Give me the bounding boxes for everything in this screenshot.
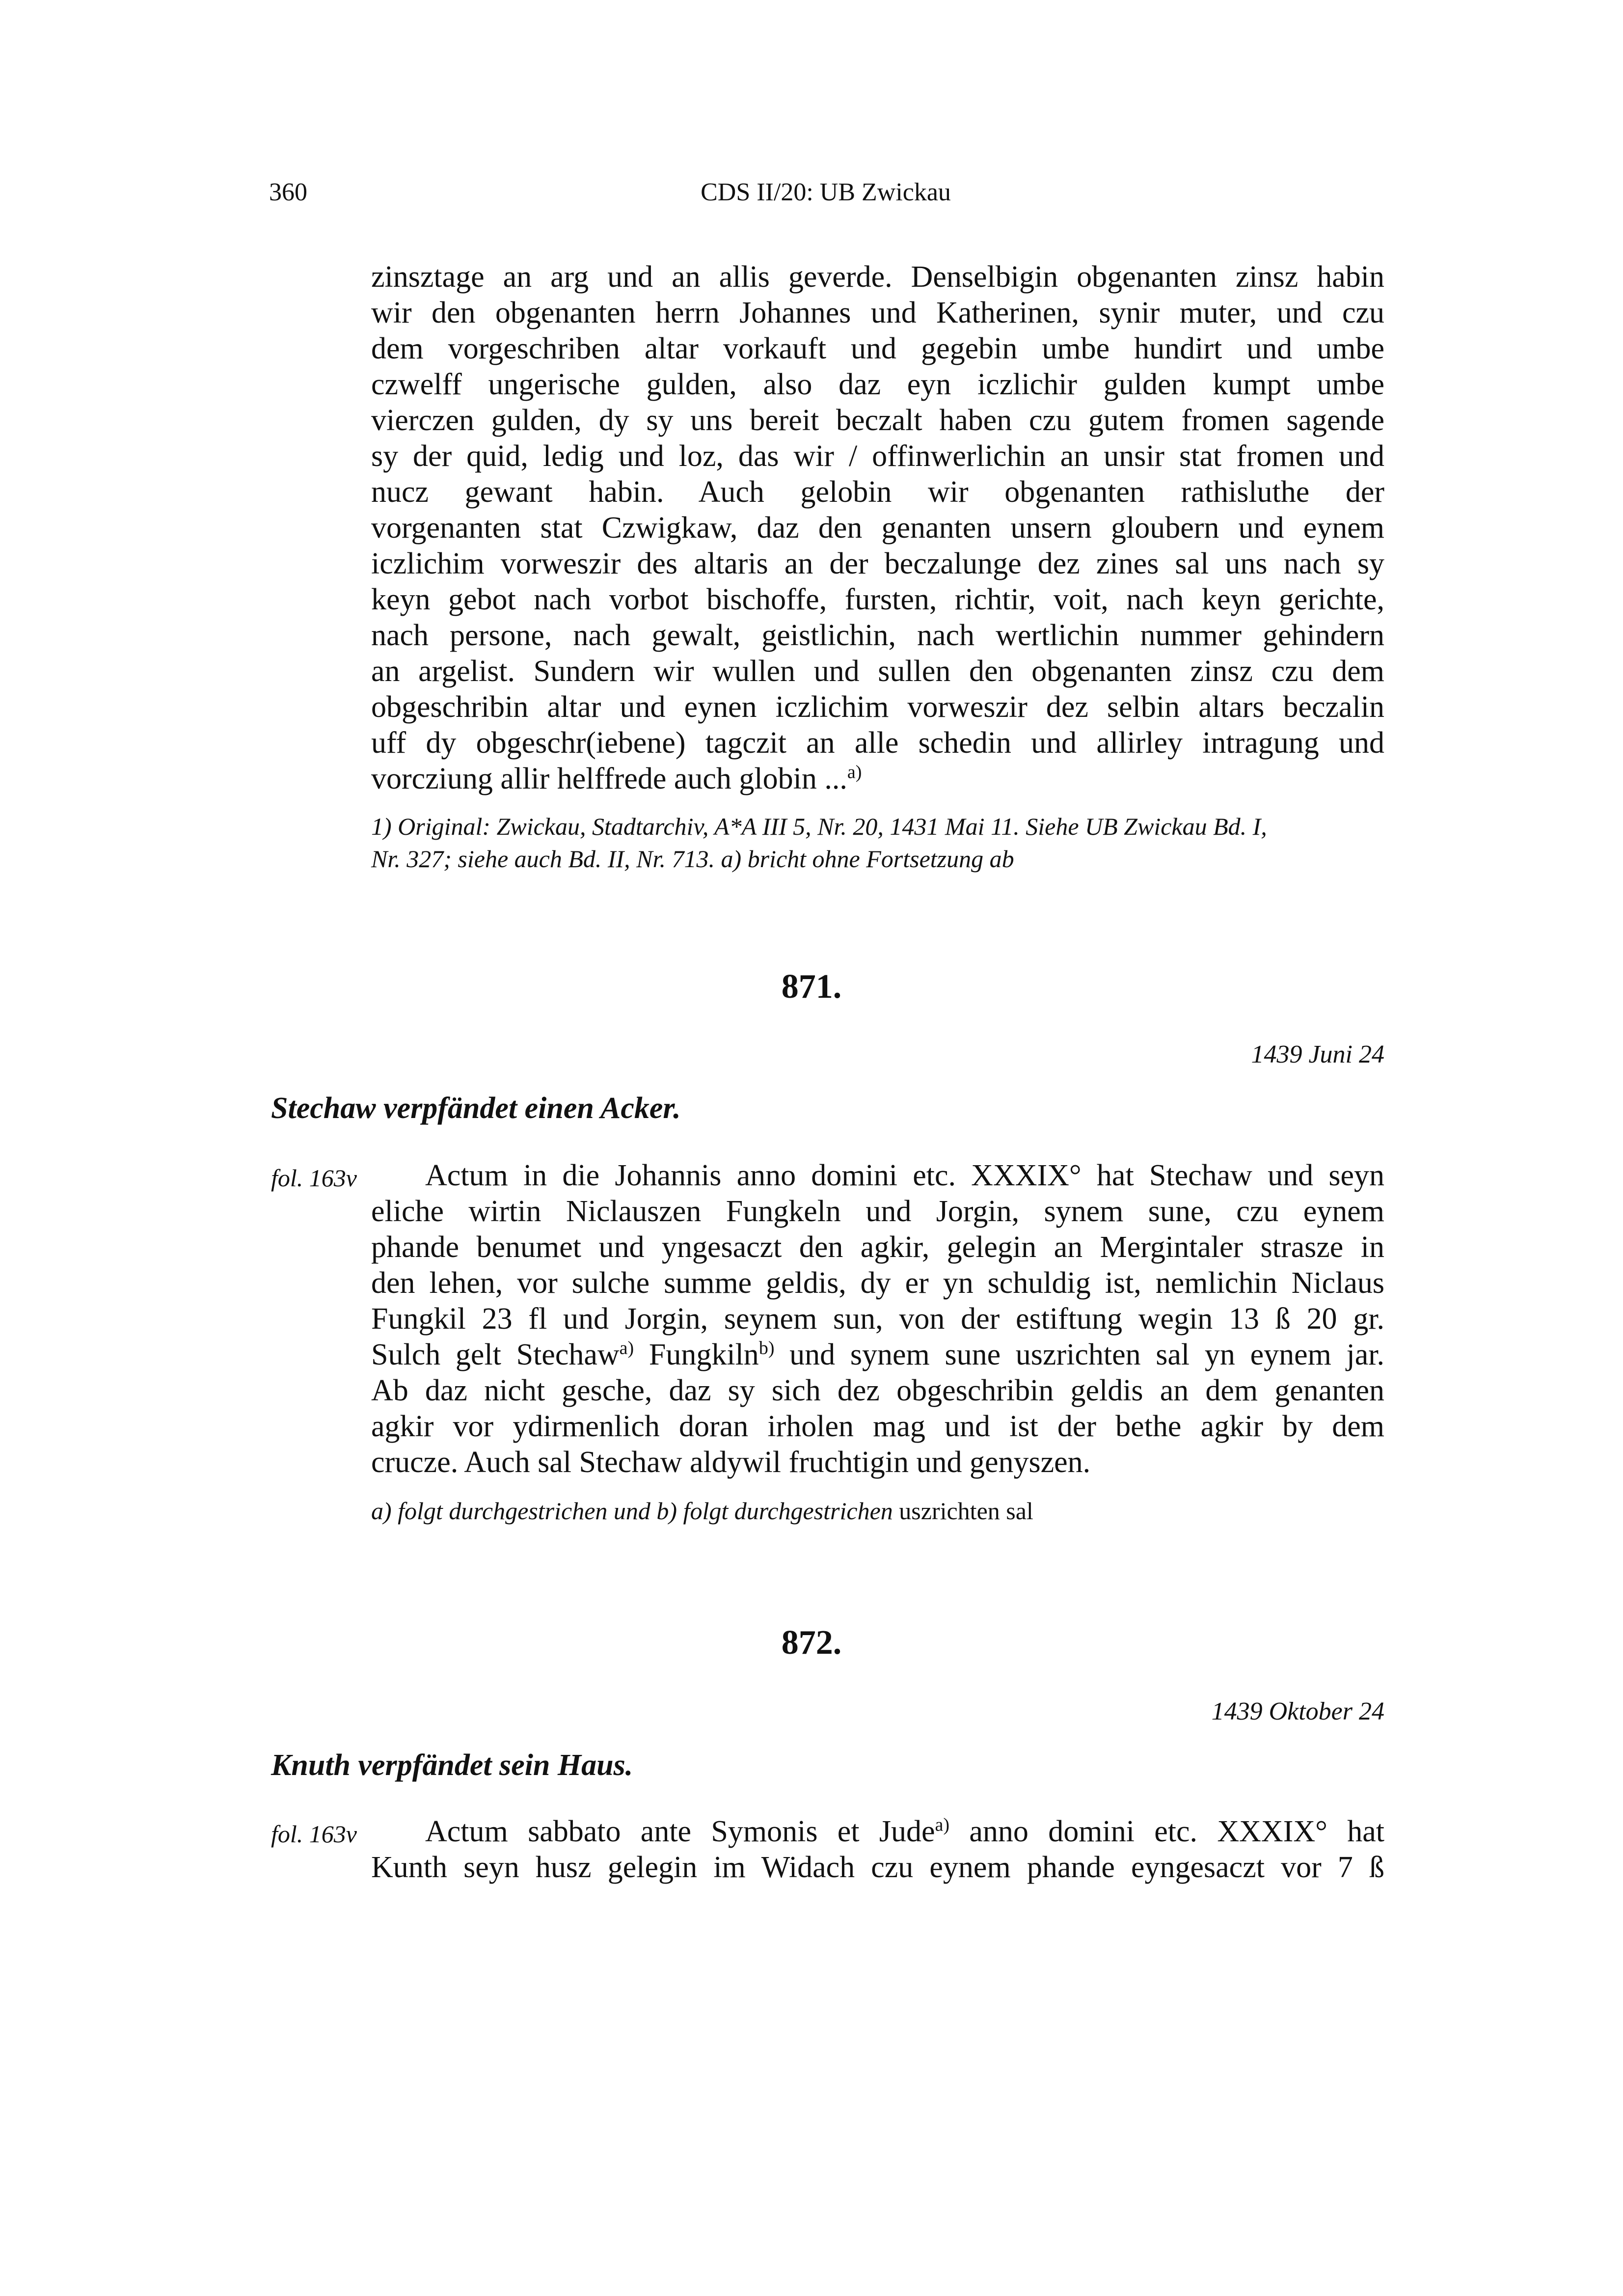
document-number: 871. <box>781 968 842 1006</box>
page-number: 360 <box>269 178 307 206</box>
text-line: den lehen, vor sulche summe geldis, dy er yn schuldig ist, nemlichin Niclaus <box>371 1266 1384 1300</box>
text-line <box>371 1337 1384 1373</box>
text-line: agkir vor ydirmenlich doran irholen mag und ist der bethe agkir by dem <box>371 1410 1384 1443</box>
text-line <box>371 1814 1384 1850</box>
text-line: keyn gebot nach vorbot bischoffe, fursten, richtir, voit, nach keyn gerichte, <box>371 583 1384 616</box>
footnote-marker: a) <box>935 1814 950 1835</box>
document-date: 1439 Juni 24 <box>1251 1040 1384 1068</box>
text-line: eliche wirtin Niclauszen Fungkeln und Jorgin, synem sune, czu eynem <box>371 1195 1384 1228</box>
footnote-block <box>371 810 1384 875</box>
document-heading: Knuth verpfändet sein Haus. <box>271 1749 633 1782</box>
footnote-text: uszrichten sal <box>893 1497 1033 1525</box>
text-line: an argelist. Sundern wir wullen und sullen den obgenanten zinsz czu dem <box>371 655 1384 688</box>
text-line: nach persone, nach gewalt, geistlichin, nach wertlichin nummer gehindern <box>371 619 1384 652</box>
text-segment: und synem sune uszrichten sal yn eynem jar. <box>774 1338 1384 1371</box>
folio-reference: fol. 163v <box>271 1164 357 1192</box>
text-line: czwelff ungerische gulden, also daz eyn iczlichir gulden kumpt umbe <box>371 368 1384 401</box>
text-segment: vorcziung allir helffrede auch globin ... <box>371 762 847 795</box>
document-text <box>371 1814 1384 1886</box>
text-line: dem vorgeschriben altar vorkauft und gegebin umbe hundirt und umbe <box>371 332 1384 365</box>
text-line: Fungkil 23 fl und Jorgin, seynem sun, von der estiftung wegin 13 ß 20 gr. <box>371 1302 1384 1336</box>
document-number: 872. <box>781 1624 842 1662</box>
text-line: iczlichim vorweszir des altaris an der beczalunge dez zines sal uns nach sy <box>371 547 1384 580</box>
footnote-line: Nr. 327; siehe auch Bd. II, Nr. 713. a) bricht ohne Fortsetzung ab <box>371 845 1014 873</box>
document-date: 1439 Oktober 24 <box>1211 1697 1384 1725</box>
text-line: nucz gewant habin. Auch gelobin wir obgenanten rathisluthe der <box>371 475 1384 509</box>
text-line: Kunth seyn husz gelegin im Widach czu eynem phande eyngesaczt vor 7 ß <box>371 1851 1384 1884</box>
footnote-marker: b) <box>758 1338 775 1359</box>
footnote-block <box>371 1495 1384 1527</box>
text-segment: Fungkiln <box>634 1338 759 1371</box>
text-line: vorgenanten stat Czwigkaw, daz den genanten unsern gloubern und eynem <box>371 511 1384 545</box>
running-header <box>269 178 1382 217</box>
text-line: crucze. Auch sal Stechaw aldywil fruchtigin und genyszen. <box>371 1446 1091 1479</box>
footnote-text: a) folgt durchgestrichen und b) folgt durchgestrichen <box>371 1497 893 1525</box>
continued-document-text <box>371 259 1384 797</box>
footnote-marker: a) <box>619 1338 634 1359</box>
text-line: sy der quid, ledig und loz, das wir / offinwerlichin an unsir stat fromen und <box>371 439 1384 473</box>
footnote-line: 1) Original: Zwickau, Stadtarchiv, A*A III 5, Nr. 20, 1431 Mai 11. Siehe UB Zwickau Bd. I, <box>371 813 1267 840</box>
text-line: obgeschribin altar und eynen iczlichim vorweszir dez selbin altars beczalin <box>371 690 1384 724</box>
text-line: zinsztage an arg und an allis geverde. Denselbigin obgenanten zinsz habin <box>371 260 1384 294</box>
text-line: vierczen gulden, dy sy uns bereit beczalt haben czu gutem fromen sagende <box>371 404 1384 437</box>
text-line: Actum in die Johannis anno domini etc. XXXIX° hat Stechaw und seyn <box>425 1159 1384 1192</box>
text-line: wir den obgenanten herrn Johannes und Katherinen, synir muter, und czu <box>371 296 1384 329</box>
text-line: phande benumet und yngesaczt den agkir, gelegin an Mergintaler strasze in <box>371 1230 1384 1264</box>
footnote-line <box>371 1495 1384 1527</box>
text-line: uff dy obgeschr(iebene) tagczit an alle schedin und allirley intragung und <box>371 726 1384 760</box>
running-title: CDS II/20: UB Zwickau <box>701 178 951 206</box>
folio-reference: fol. 163v <box>271 1820 357 1848</box>
text-segment: Actum sabbato ante Symonis et Jude <box>425 1815 935 1848</box>
text-segment: Sulch gelt Stechaw <box>371 1338 620 1371</box>
text-segment: anno domini etc. XXXIX° hat <box>949 1815 1384 1848</box>
footnote-marker: a) <box>847 762 862 783</box>
document-heading: Stechaw verpfändet einen Acker. <box>271 1092 681 1125</box>
document-text <box>371 1158 1384 1480</box>
text-line: Ab daz nicht gesche, daz sy sich dez obgeschribin geldis an dem genanten <box>371 1374 1384 1407</box>
text-line <box>371 761 1384 797</box>
